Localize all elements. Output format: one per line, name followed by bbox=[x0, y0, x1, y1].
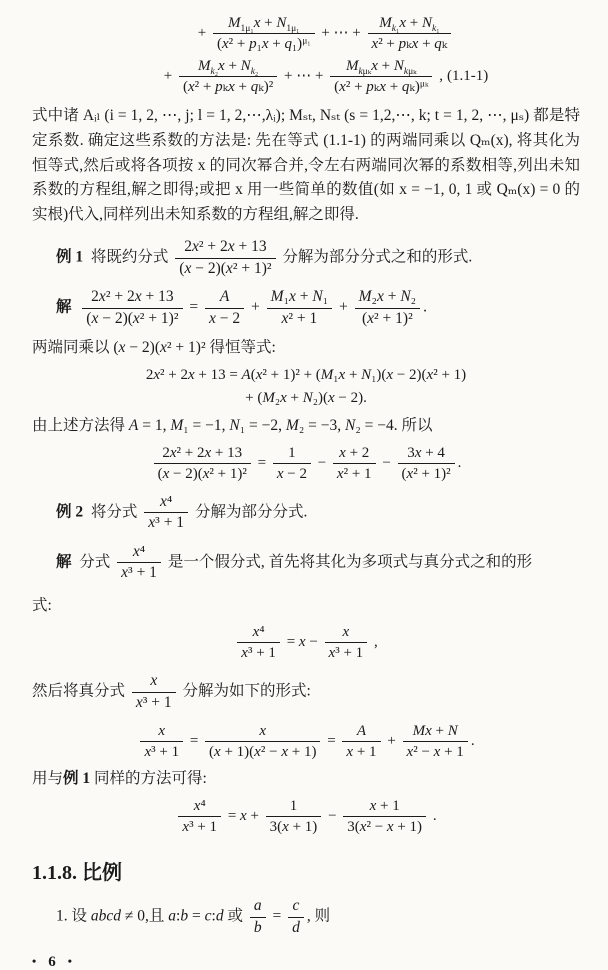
equation-1-1-1-line1-math: + $\frac{M_{1\mu_1}x + N_{1\mu_1}}{(x^2 + p_1x + q_1)^{\mu_1}}$ + ⋯ + $\frac{M_{k_1}x + N_{k_1}}{\text{x² + pₖx + qₖ}}$ bbox=[198, 25, 455, 41]
example2-solution-line2: 式: bbox=[32, 597, 52, 615]
example1-multiply-line: 两端同乘以 (x − 2)(x² + 1)² 得恒等式: bbox=[32, 339, 276, 357]
footer-dot-right: • bbox=[67, 953, 72, 968]
example2-final-equation: $\frac{\text{x⁴}}{\text{x³ + 1}}$ = x + $\frac{1}{3(x + 1)}$ − $\frac{x + 1}{\text{3(x² − x + 1)}}$ . bbox=[32, 797, 580, 836]
equation-1-1-1-line2 bbox=[32, 57, 580, 96]
example2-heading: 例 2 将分式 $\frac{\text{x⁴}}{\text{x³ + 1}}$ 分解为部分分式. bbox=[56, 492, 308, 532]
example2-method-line: 用与例 1 同样的方法可得: bbox=[32, 770, 207, 788]
example1-result-equation: $\frac{\text{2x² + 2x + 13}}{\text{(x − 2)(x² + 1)²}}$ = $\frac{1}{x - 2}$ − $\frac{x + 2}{\text{x² + 1}}$ − $\frac{3x + 4}{\text{(x² + 1)²}}$ . bbox=[32, 444, 580, 483]
example1-identity-line1: 2x² + 2x + 13 = A(x² + 1)² + (M₁x + N₁)(x − 2)(x² + 1) bbox=[145, 366, 467, 383]
example1-heading: 例 1 将既约分式 $\frac{\text{2x² + 2x + 13}}{\text{(x − 2)(x² + 1)²}}$ 分解为部分分式之和的形式. bbox=[56, 237, 473, 277]
example1-coefficients-line: 由上述方法得 A = 1, M₁ = −1, N₁ = −2, M₂ = −3, N₂ = −4. 所以 bbox=[32, 416, 433, 434]
equation-1-1-1-line2-math: + $\frac{M_{k_2}x + N_{k_2}}{\text{(x² + pₖx + qₖ)²}}$ + ⋯ + $\frac{M_{k\mu_k}x + N_{k\mu_k}}{(x^2 + p_kx + q_k)^{\mu_k}}$ , bbox=[163, 58, 443, 95]
example1-identity-line2: + (M₂x + N₂)(x − 2). bbox=[245, 390, 367, 406]
ratio-item-1: 1. 设 abcd ≠ 0,且 a:b = c:d 或 $\frac{a}{b}$ = $\frac{c}{d}$ , 则 bbox=[56, 897, 331, 936]
example2-improper-fraction-equation: $\frac{\text{x⁴}}{\text{x³ + 1}}$ = x − $\frac{x}{\text{x³ + 1}}$ , bbox=[32, 623, 580, 662]
footer-dot-left: • bbox=[32, 953, 37, 968]
paragraph-method-description: 式中诸 Aᵢₗ (i = 1, 2, ⋯, j; l = 1, 2,⋯,λᵢ); Mₛₜ, Nₛₜ (s = 1,2,⋯, k; t = 1, 2, ⋯, μₛ) 都是特定系数. 确定这些系数的方法是: 先在等式 (1.1-1) 的两端同乘以 Qₘ(x), 将其化为恒等式,然后或将各项按 x 的同次幂合并,令左右两端同次幂的系数相等,列出未知系数的方程组,解之即得;或把 x 用一些简单的数值(如 x = −1, 0, 1 或 Qₘ(x) = 0 的实根)代入,同样列出未知系数的方程组,解之即得. bbox=[32, 107, 580, 224]
equation-1-1-1-line1 bbox=[32, 14, 580, 53]
footer-page-number: 6 bbox=[48, 953, 56, 970]
example1-solution-equation: 解 $\frac{\text{2x² + 2x + 13}}{\text{(x − 2)(x² + 1)²}}$ = $\frac{A}{x - 2}$ + $\frac{\text{M₁x + N₁}}{\text{x² + 1}}$ + $\frac{\text{M₂x + N₂}}{\text{(x² + 1)²}}$ . bbox=[56, 288, 427, 327]
page-number-footer bbox=[32, 954, 580, 970]
display-equation-1-1-1 bbox=[32, 8, 580, 96]
example2-decompose-equation: $\frac{x}{\text{x³ + 1}}$ = $\frac{x}{\text{(x + 1)(x² − x + 1)}}$ = $\frac{A}{x + 1}$ + $\frac{Mx + N}{\text{x² − x + 1}}$ . bbox=[32, 722, 580, 761]
section-heading-1-1-8: 1.1.8. 比例 bbox=[32, 862, 122, 885]
equation-number: (1.1-1) bbox=[446, 67, 489, 84]
example2-solution-line1: 解 分式 $\frac{\text{x⁴}}{\text{x³ + 1}}$ 是一个假分式, 首先将其化为多项式与真分式之和的形 bbox=[56, 542, 533, 582]
example2-then-line: 然后将真分式 $\frac{x}{\text{x³ + 1}}$ 分解为如下的形式: bbox=[32, 672, 311, 711]
